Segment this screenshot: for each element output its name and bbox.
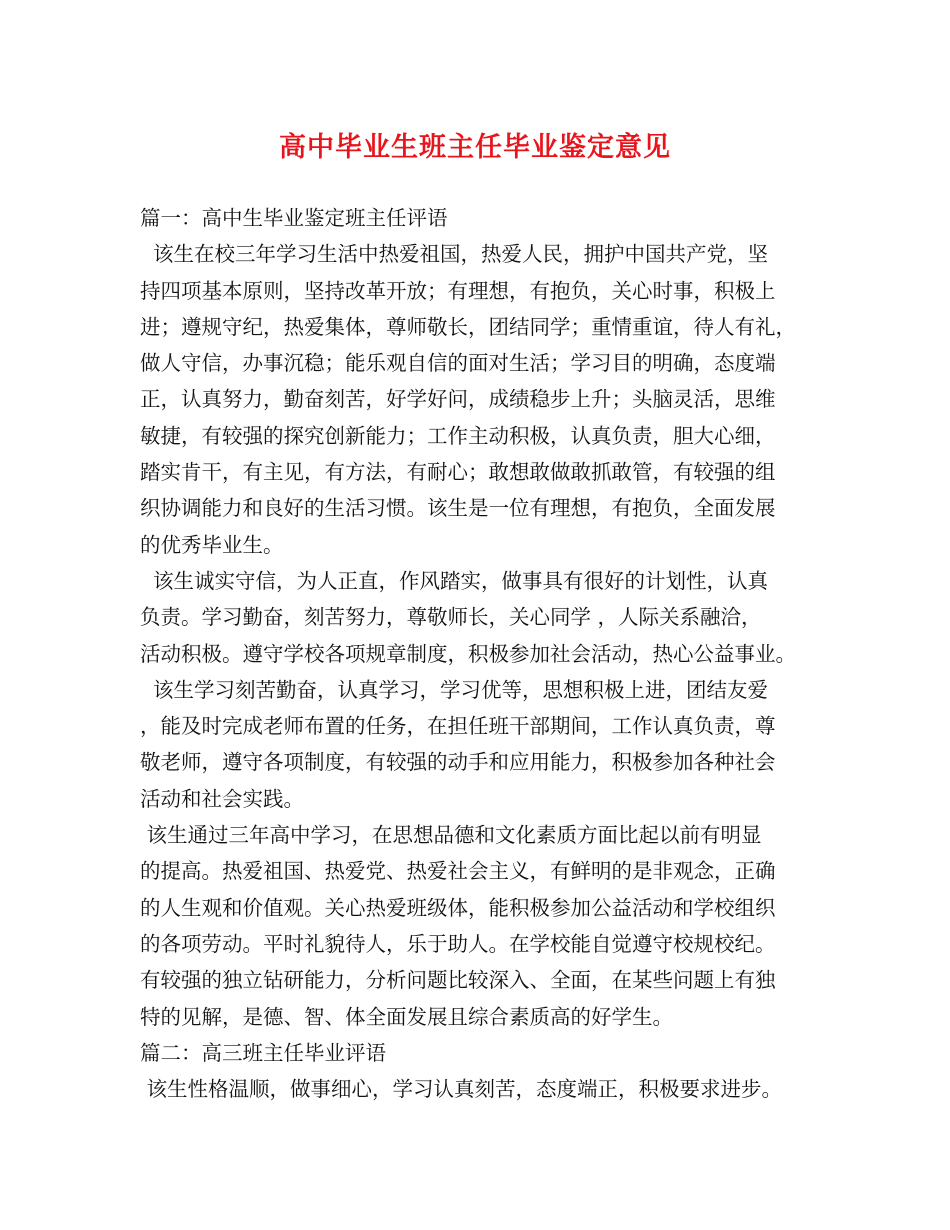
- paragraph-line: 负责。学习勤奋，刻苦努力，尊敬师长，关心同学 ，人际关系融洽，: [140, 605, 762, 630]
- paragraph-line: 该生在校三年学习生活中热爱祖国，热爱人民，拥护中国共产党，坚: [140, 242, 769, 267]
- paragraph-line: 织协调能力和良好的生活习惯。该生是一位有理想，有抱负，全面发展: [140, 496, 776, 521]
- section-heading-2: 篇二：高三班主任毕业评语: [140, 1040, 386, 1065]
- paragraph-line: 做人守信，办事沉稳；能乐观自信的面对生活；学习目的明确，态度端: [140, 351, 776, 376]
- paragraph-line: 的各项劳动。平时礼貌待人，乐于助人。在学校能自觉遵守校规校纪。: [140, 931, 776, 956]
- document-body: [140, 200, 830, 1107]
- paragraph-line: 活动积极。遵守学校各项规章制度，积极参加社会活动，热心公益事业。: [140, 641, 796, 666]
- paragraph-line: 该生性格温顺，做事细心，学习认真刻苦，态度端正，积极要求进步。: [140, 1077, 783, 1102]
- paragraph-line: 的优秀毕业生。: [140, 532, 284, 557]
- paragraph-line: 踏实肯干，有主见，有方法，有耐心；敢想敢做敢抓敢管，有较强的组: [140, 460, 776, 485]
- paragraph-line: 活动和社会实践。: [140, 786, 304, 811]
- paragraph-line: 进；遵规守纪，热爱集体，尊师敬长，团结同学；重情重谊，待人有礼，: [140, 314, 796, 339]
- paragraph-line: 正，认真努力，勤奋刻苦，好学好问，成绩稳步上升；头脑灵活，思维: [140, 387, 776, 412]
- paragraph-line: 有较强的独立钻研能力，分析问题比较深入、全面，在某些问题上有独: [140, 968, 776, 993]
- paragraph-line: 特的见解，是德、智、体全面发展且综合素质高的好学生。: [140, 1004, 673, 1029]
- paragraph-line: 该生诚实守信，为人正直，作风踏实，做事具有很好的计划性，认真: [140, 568, 769, 593]
- paragraph-line: 敬老师，遵守各项制度，有较强的动手和应用能力，积极参加各种社会: [140, 750, 776, 775]
- paragraph-line: 该生学习刻苦勤奋，认真学习，学习优等，思想积极上进，团结友爱: [140, 677, 769, 702]
- paragraph-line: 该生通过三年高中学习，在思想品德和文化素质方面比起以前有明显: [140, 823, 762, 848]
- paragraph-line: 持四项基本原则，坚持改革开放；有理想，有抱负，关心时事，积极上: [140, 278, 776, 303]
- document-title: 高中毕业生班主任毕业鉴定意见: [279, 132, 671, 163]
- paragraph-line: 的人生观和价值观。关心热爱班级体，能积极参加公益活动和学校组织: [140, 895, 776, 920]
- paragraph-line: 的提高。热爱祖国、热爱党、热爱社会主义，有鲜明的是非观念，正确: [140, 859, 776, 884]
- section-heading-1: 篇一：高中生毕业鉴定班主任评语: [140, 206, 448, 230]
- paragraph-line: ，能及时完成老师布置的任务，在担任班干部期间，工作认真负责，尊: [140, 714, 776, 739]
- paragraph-line: 敏捷，有较强的探究创新能力；工作主动积极，认真负责，胆大心细，: [140, 423, 776, 448]
